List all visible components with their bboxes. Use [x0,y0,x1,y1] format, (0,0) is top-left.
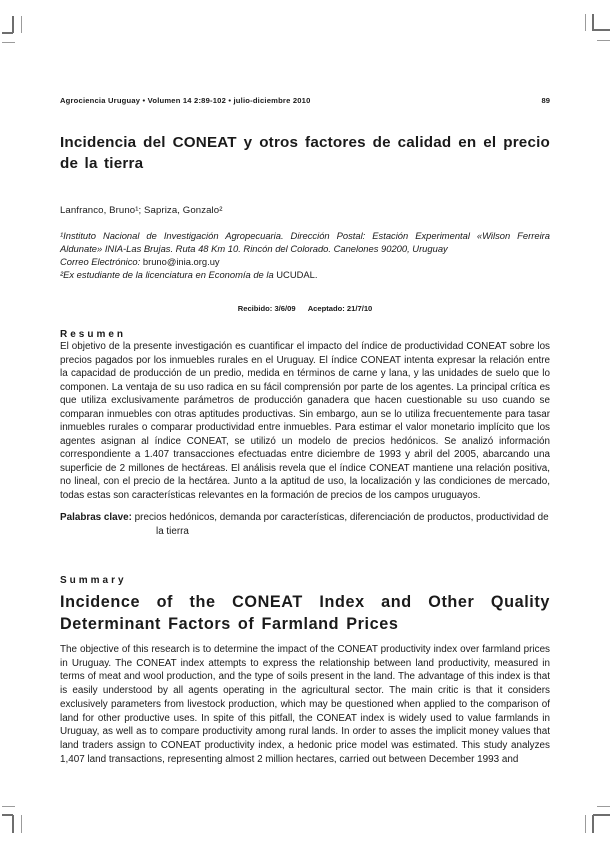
keywords-text: precios hedónicos, demanda por características, diferenciación de productos, productividad de la tierra [134,512,549,537]
author2-note-italic: ²Ex estudiante de la licenciatura en Economía de la [60,269,274,280]
affiliation-email-line [60,255,550,268]
summary-section [60,575,550,766]
page-number: 89 [541,96,550,105]
affiliation-institution: ¹Instituto Nacional de Investigación Agropecuaria. Dirección Postal: Estación Experimental «Wilson Ferreira Aldunate» INIA-Las Brujas. Ruta 48 Km 10. Rincón del Colorado. Canelones 90200, Uruguay [60,230,550,254]
keywords-line [60,511,550,538]
authors-line: Lanfranco, Bruno¹; Sapriza, Gonzalo² [60,205,223,216]
affiliation-block [60,229,550,281]
abstract-es: El objetivo de la presente investigación es cuantificar el impacto del índice de productividad CONEAT sobre los precios pagados por los inmuebles rurales en el Uruguay. El índice CONEAT intenta expresar la relación entre la capacidad de producción de un predio, medida en términos de carne y lana, y las unidades de suelo que lo componen. La ventaja de su uso radica en su fácil comprensión por parte de los agentes. La principal crítica es que utiliza exclusivamente parámetros de producción ganadera que hacen cuestionable su uso cuando se comparan inmuebles con otras aptitudes productivas. Sin embargo, aun se lo utiliza frecuentemente para tasar inmuebles rurales o comparar productividad entre inmuebles. Para estimar el valor monetario implícito que los agentes asignan al índice CONEAT, se utilizó un modelo de precios hedónicos. Se analizó información correspondiente a 1.407 transacciones efectuadas entre diciembre de 1993 y abril del 2005, abarcando una superficie de 2 millones de hectáreas. El análisis revela que el índice CONEAT mantiene una relación positiva, no lineal, con el precio de la hectárea. Junto a la aptitud de uso, la localización y las condiciones de mercado, todas estas son características relevantes en la formación de precios de los campos uruguayos. [60,341,550,501]
resumen-heading: Resumen [60,329,127,340]
journal-header-line: Agrociencia Uruguay • Volumen 14 2:89-102 • julio-diciembre 2010 [60,96,311,105]
email-address: bruno@inia.org.uy [142,256,220,267]
summary-heading: Summary [60,575,127,586]
affiliation-author2-note [60,268,550,281]
keywords-label: Palabras clave: [60,512,132,523]
resumen-section [60,329,550,538]
abstract-en: The objective of this research is to determine the impact of the CONEAT productivity index over farmland prices in Uruguay. The CONEAT index attempts to express the relationship between land productivity, measured in terms of meat and wool production, and the type of soils present in the land. The advantage of this index is that is easily understood by all agents operating in the agricultural sector. The main critic is that it considers exclusively parameters from livestock production, which may be questioned when applied to the comparison of land for other productive uses. In spite of this pitfall, the CONEAT index is widely used to value farmlands in Uruguay, as well as to compare productivity among rural lands. In order to asses the implicit money values that land traders assign to CONEAT productivity index, a hedonic price model was estimated. This study analyzes 1,407 land transactions, representing almost 2 million hectares, carried out between December 1993 and [60,644,550,765]
article-title-en: Incidence of the CONEAT Index and Other Quality Determinant Factors of Farmland Prices [60,593,550,633]
email-label: Correo Electrónico: [60,256,141,267]
accepted-date: Aceptado: 21/7/10 [307,304,373,313]
author2-note-roman: UCUDAL. [276,269,318,280]
received-accepted-line [60,304,550,313]
article-title-es: Incidencia del CONEAT y otros factores de calidad en el precio de la tierra [60,134,550,172]
received-date: Recibido: 3/6/09 [237,304,296,313]
